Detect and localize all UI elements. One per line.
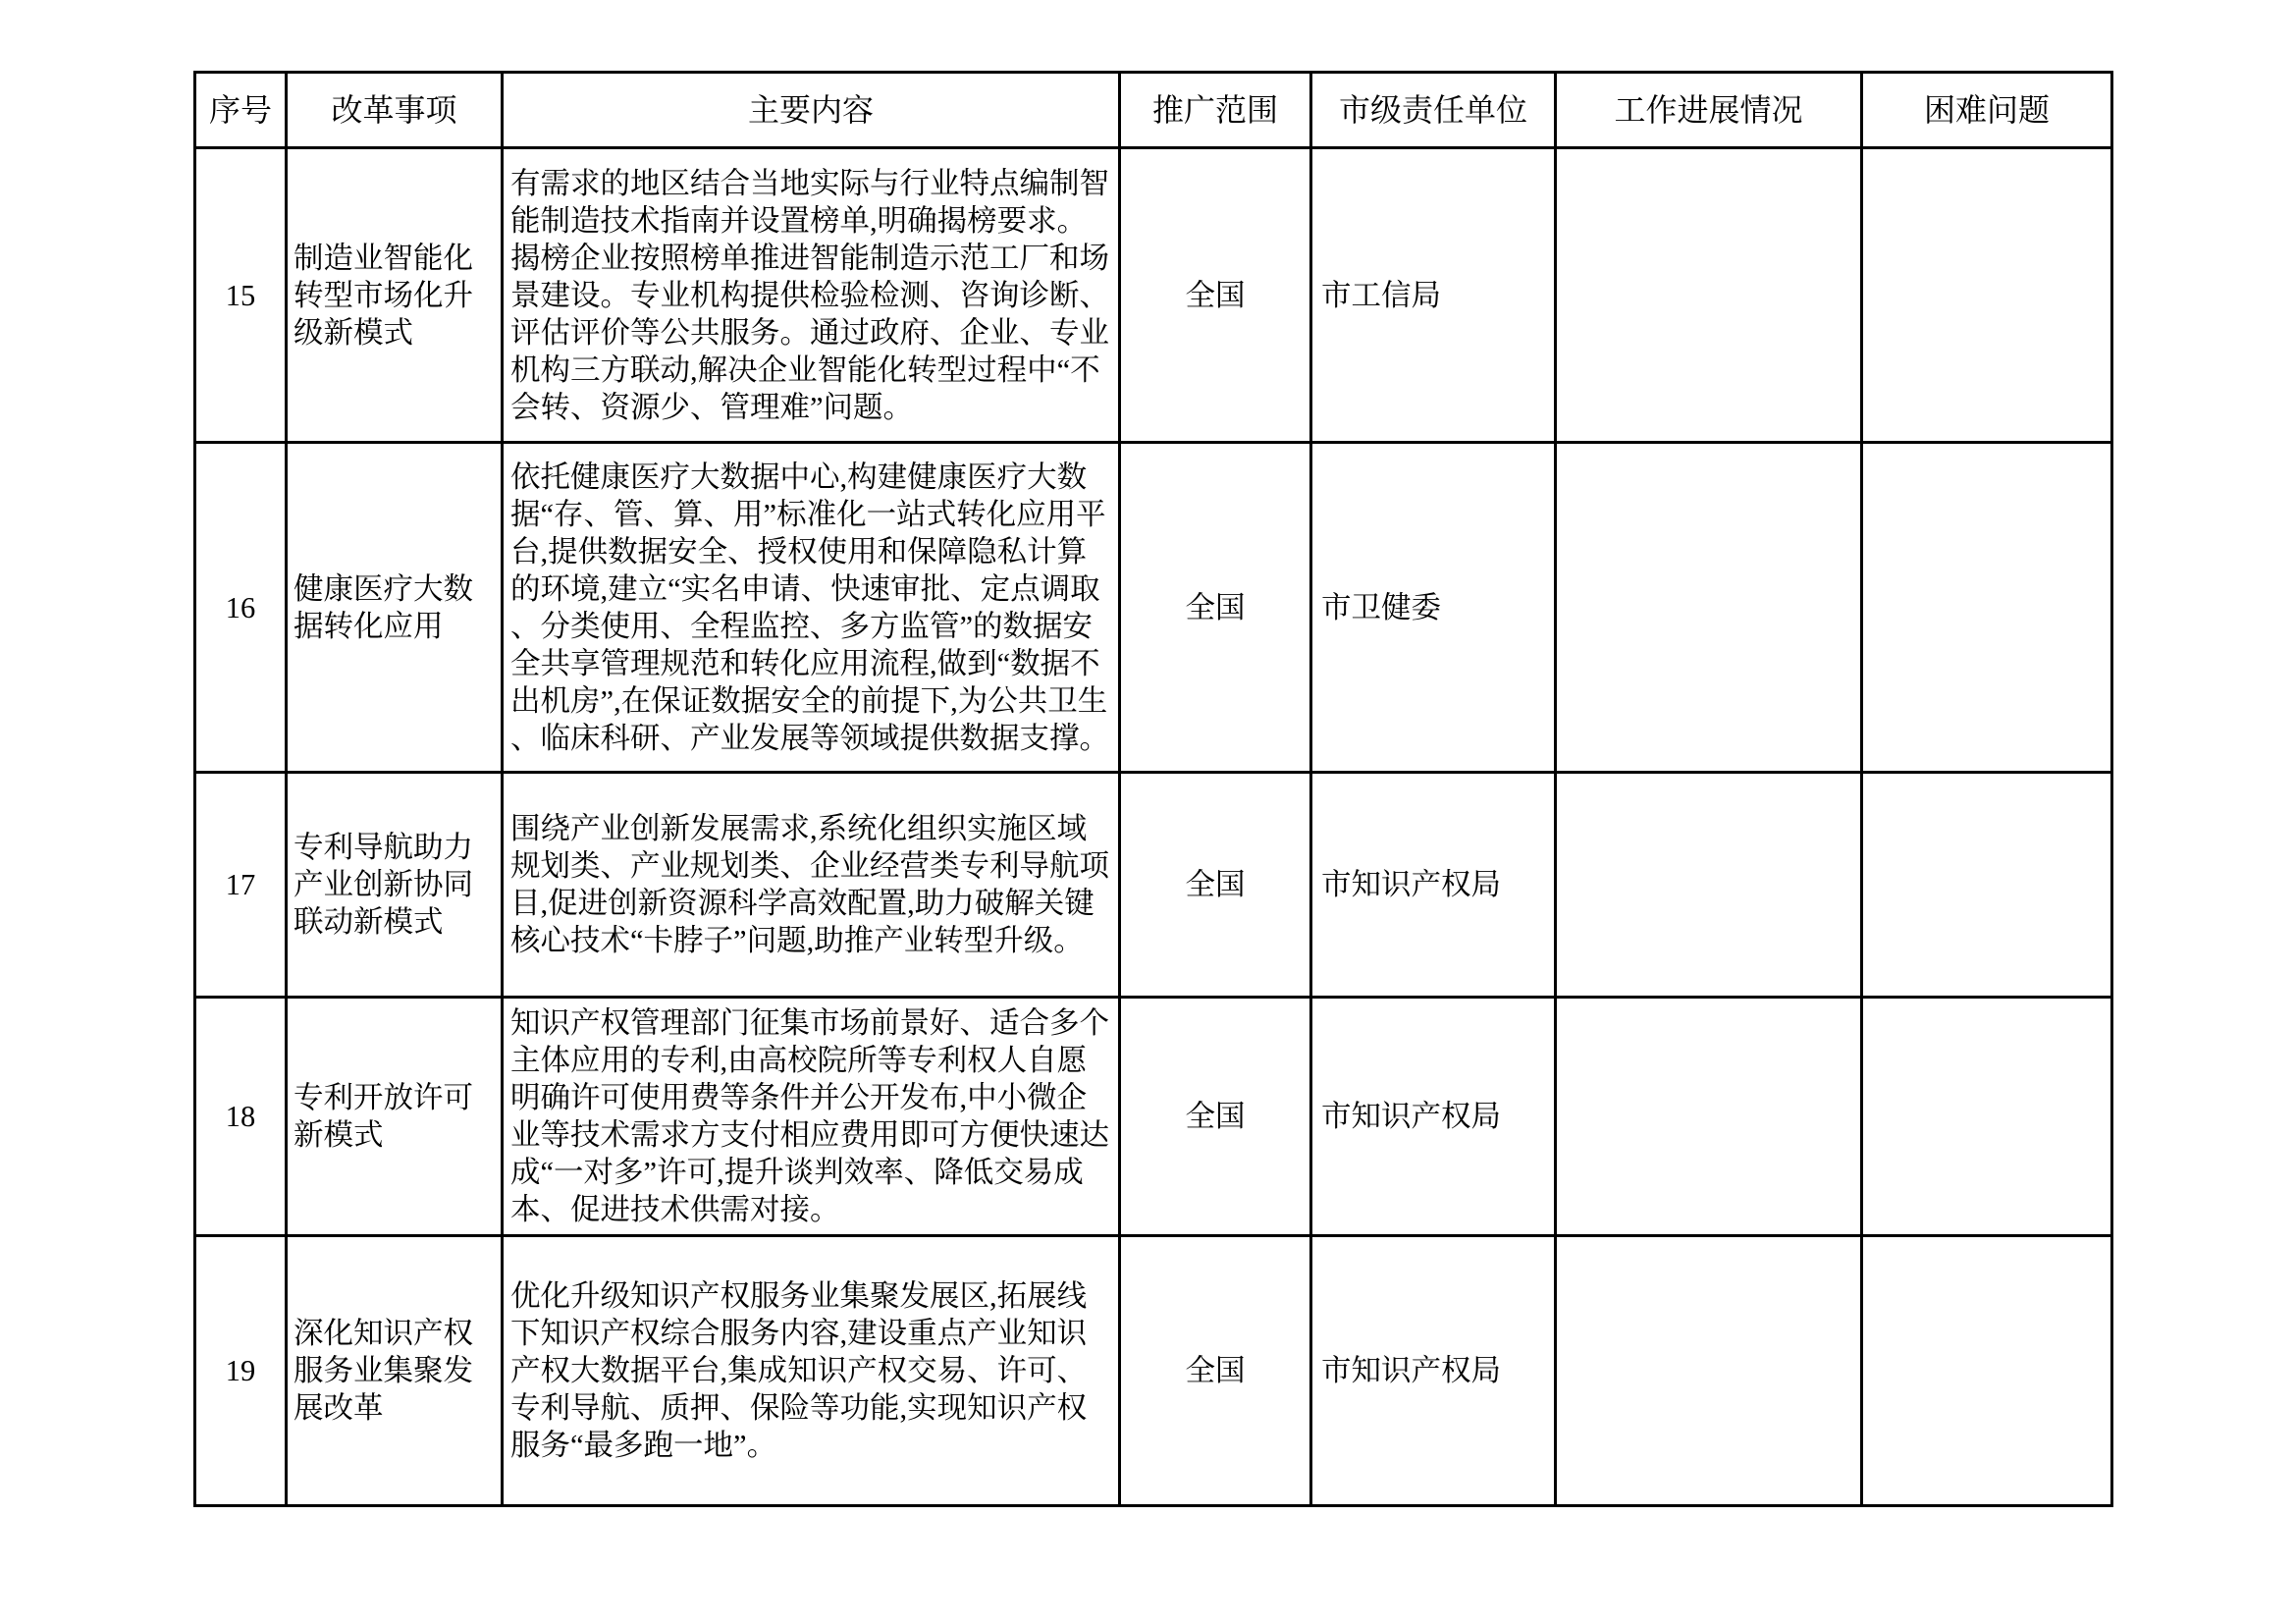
responsible-unit-cell xyxy=(1312,444,1557,774)
reform-item-line: 新模式 xyxy=(294,1118,384,1152)
difficulties-cell xyxy=(1863,1237,2113,1507)
header-index xyxy=(196,74,288,149)
responsible-unit-cell xyxy=(1312,1237,1557,1507)
main-content-line: 业等技术需求方支付相应费用即可方便快速达 xyxy=(510,1118,1109,1152)
reform-item-line: 转型市场化升 xyxy=(294,278,473,312)
responsible-unit-cell xyxy=(1312,149,1557,444)
main-content-line: 揭榜企业按照榜单推进智能制造示范工厂和场 xyxy=(510,241,1109,275)
header-scope xyxy=(1121,74,1312,149)
reform-item-cell xyxy=(288,149,504,444)
reform-item-line: 产业创新协同 xyxy=(294,868,473,901)
row-index: 15 xyxy=(225,278,256,312)
difficulties-cell xyxy=(1863,149,2113,444)
reform-item-line: 专利导航助力 xyxy=(294,831,473,864)
header-responsible-unit xyxy=(1312,74,1557,149)
responsible-unit-value: 市卫健委 xyxy=(1321,590,1441,624)
main-content-line: 围绕产业创新发展需求,系统化组织实施区域 xyxy=(510,812,1088,845)
main-content-line: 评估评价等公共服务。通过政府、企业、专业 xyxy=(510,315,1109,350)
scope-value: 全国 xyxy=(1185,590,1246,624)
main-content-line: 优化升级知识产权服务业集聚发展区,拓展线 xyxy=(510,1279,1088,1313)
main-content-cell xyxy=(504,1237,1121,1507)
reform-item-line: 级新模式 xyxy=(294,315,413,350)
reform-item-line: 联动新模式 xyxy=(294,905,444,939)
header-label: 市级责任单位 xyxy=(1338,92,1527,128)
header-label: 序号 xyxy=(208,92,272,128)
progress-cell xyxy=(1557,444,1863,774)
main-content-line: 台,提供数据安全、授权使用和保障隐私计算 xyxy=(510,534,1088,568)
row-index: 19 xyxy=(225,1354,256,1387)
row-index-cell xyxy=(196,444,288,774)
main-content-line: 出机房”,在保证数据安全的前提下,为公共卫生 xyxy=(510,683,1108,718)
row-index: 17 xyxy=(225,868,256,901)
reform-item-line: 制造业智能化 xyxy=(294,241,473,275)
progress-cell xyxy=(1557,774,1863,999)
main-content-line: 成“一对多”许可,提升谈判效率、降低交易成 xyxy=(510,1156,1084,1189)
responsible-unit-value: 市知识产权局 xyxy=(1321,1100,1501,1133)
main-content-line: 核心技术“卡脖子”问题,助推产业转型升级。 xyxy=(510,924,1084,957)
reform-item-cell xyxy=(288,444,504,774)
scope-cell xyxy=(1121,999,1312,1237)
header-label: 困难问题 xyxy=(1923,92,2050,128)
reform-table xyxy=(193,71,2113,1507)
main-content-cell xyxy=(504,774,1121,999)
header-label: 推广范围 xyxy=(1151,92,1278,128)
scope-cell xyxy=(1121,774,1312,999)
responsible-unit-value: 市知识产权局 xyxy=(1321,1354,1501,1387)
main-content-line: 本、促进技术供需对接。 xyxy=(510,1193,840,1226)
reform-item-line: 深化知识产权 xyxy=(294,1317,473,1350)
main-content-line: 目,促进创新资源科学高效配置,助力破解关键 xyxy=(510,887,1095,920)
row-index-cell xyxy=(196,149,288,444)
main-content-cell xyxy=(504,149,1121,444)
main-content-cell xyxy=(504,444,1121,774)
main-content-line: 明确许可使用费等条件并公开发布,中小微企 xyxy=(510,1081,1088,1114)
main-content-line: 服务“最多跑一地”。 xyxy=(510,1429,777,1462)
responsible-unit-cell xyxy=(1312,774,1557,999)
progress-cell xyxy=(1557,1237,1863,1507)
row-index: 18 xyxy=(225,1100,256,1133)
header-label: 主要内容 xyxy=(747,92,874,128)
scope-value: 全国 xyxy=(1185,278,1246,312)
main-content-line: 能制造技术指南并设置榜单,明确揭榜要求。 xyxy=(510,203,1088,238)
reform-item-line: 服务业集聚发 xyxy=(294,1354,473,1387)
row-index: 16 xyxy=(225,590,256,624)
responsible-unit-value: 市知识产权局 xyxy=(1321,868,1501,901)
reform-item-line: 展改革 xyxy=(294,1391,384,1425)
main-content-line: 机构三方联动,解决企业智能化转型过程中“不 xyxy=(510,352,1100,387)
row-index-cell xyxy=(196,774,288,999)
scope-cell xyxy=(1121,1237,1312,1507)
scope-value: 全国 xyxy=(1185,1100,1246,1133)
reform-item-line: 健康医疗大数 xyxy=(294,571,473,606)
header-main-content xyxy=(504,74,1121,149)
difficulties-cell xyxy=(1863,774,2113,999)
reform-item-line: 据转化应用 xyxy=(294,609,444,643)
responsible-unit-value: 市工信局 xyxy=(1321,278,1441,312)
main-content-line: 产权大数据平台,集成知识产权交易、许可、 xyxy=(510,1354,1088,1387)
difficulties-cell xyxy=(1863,999,2113,1237)
header-label: 工作进展情况 xyxy=(1614,92,1803,128)
progress-cell xyxy=(1557,999,1863,1237)
main-content-line: 主体应用的专利,由高校院所等专利权人自愿 xyxy=(510,1044,1088,1077)
main-content-line: 规划类、产业规划类、企业经营类专利导航项 xyxy=(510,849,1109,883)
reform-item-cell xyxy=(288,1237,504,1507)
reform-item-cell xyxy=(288,774,504,999)
main-content-line: 、分类使用、全程监控、多方监管”的数据安 xyxy=(510,609,1094,643)
main-content-line: 会转、资源少、管理难”问题。 xyxy=(510,390,914,424)
main-content-line: 依托健康医疗大数据中心,构建健康医疗大数 xyxy=(510,460,1088,494)
scope-cell xyxy=(1121,444,1312,774)
progress-cell xyxy=(1557,149,1863,444)
header-difficulties xyxy=(1863,74,2113,149)
main-content-line: 、临床科研、产业发展等领域提供数据支撑。 xyxy=(510,721,1109,755)
main-content-cell xyxy=(504,999,1121,1237)
row-index-cell xyxy=(196,1237,288,1507)
main-content-line: 有需求的地区结合当地实际与行业特点编制智 xyxy=(510,166,1109,200)
responsible-unit-cell xyxy=(1312,999,1557,1237)
main-content-line: 全共享管理规范和转化应用流程,做到“数据不 xyxy=(510,646,1100,680)
header-progress xyxy=(1557,74,1863,149)
scope-value: 全国 xyxy=(1185,1354,1246,1387)
main-content-line: 专利导航、质押、保险等功能,实现知识产权 xyxy=(510,1391,1088,1425)
scope-cell xyxy=(1121,149,1312,444)
difficulties-cell xyxy=(1863,444,2113,774)
scope-value: 全国 xyxy=(1185,868,1246,901)
row-index-cell xyxy=(196,999,288,1237)
header-label: 改革事项 xyxy=(331,92,457,128)
reform-item-cell xyxy=(288,999,504,1237)
main-content-line: 的环境,建立“实名申请、快速审批、定点调取 xyxy=(510,571,1100,606)
main-content-line: 下知识产权综合服务内容,建设重点产业知识 xyxy=(510,1317,1088,1350)
main-content-line: 景建设。专业机构提供检验检测、咨询诊断、 xyxy=(510,278,1109,312)
main-content-line: 知识产权管理部门征集市场前景好、适合多个 xyxy=(510,1006,1109,1040)
header-reform-item xyxy=(288,74,504,149)
reform-item-line: 专利开放许可 xyxy=(294,1081,473,1114)
main-content-line: 据“存、管、算、用”标准化一站式转化应用平 xyxy=(510,497,1106,531)
